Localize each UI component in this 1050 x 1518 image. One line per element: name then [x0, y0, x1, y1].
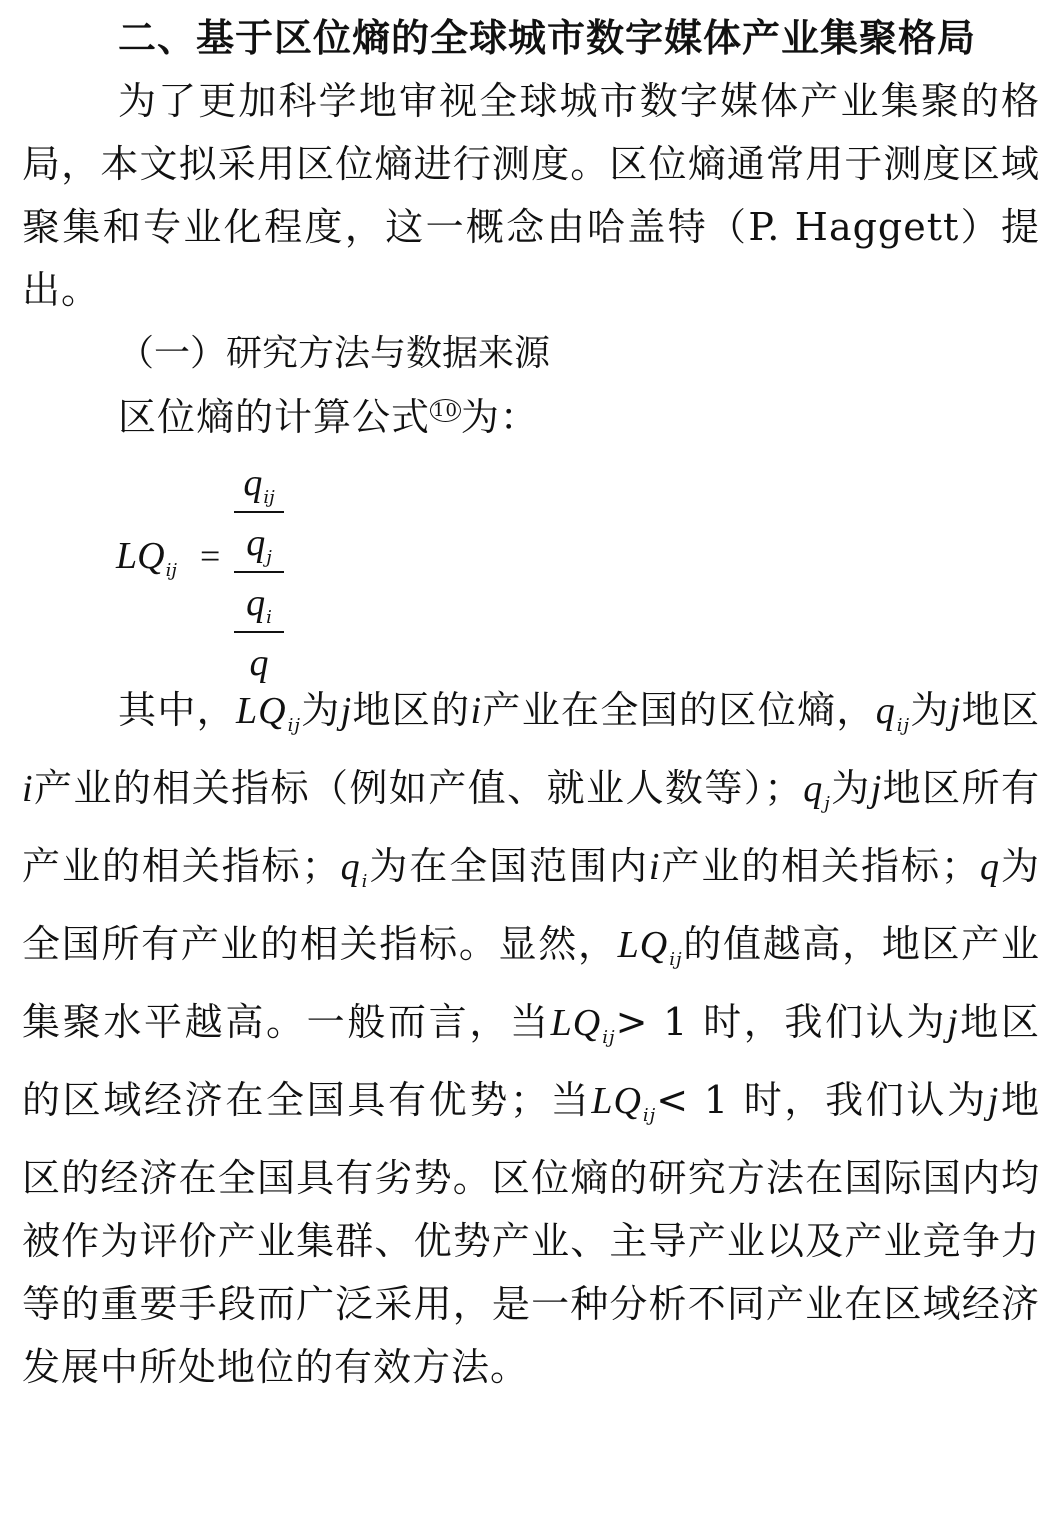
term-q-ij: $q_{ij}$ [243, 462, 275, 508]
formula-intro-colon: 为： [460, 395, 539, 439]
intro-paragraph: 为了更加科学地审视全球城市数字媒体产业集聚的格局，本文拟采用区位熵进行测度。区位熵通常用于测度区域聚集和专业化程度，这一概念由哈盖特（P. Haggett）提出。 [22, 79, 1040, 312]
term-q-j: $q_j$ [246, 522, 272, 568]
section-heading: 二、基于区位熵的全球城市数字媒体产业集聚格局 [118, 16, 977, 60]
formula-fraction [234, 455, 284, 689]
fraction-bar [234, 571, 284, 573]
formula-intro-text: 区位熵的计算公式 [118, 395, 431, 439]
formula-intro [22, 386, 1040, 449]
subsection-heading: （一）研究方法与数据来源 [118, 333, 551, 374]
fraction-bar [234, 631, 284, 633]
formula-equals: = [200, 536, 221, 576]
term-q-i: $q_i$ [246, 582, 272, 628]
footnote-marker[interactable]: 10 [430, 399, 461, 422]
explanation-paragraph: 其中，$LQ_{ij}$为j地区的i产业在全国的区位熵，$q_{ij}$为j地区i产业的相关指标（例如产值、就业人数等）；$q_j$为j地区所有产业的相关指标；$q_i$为在全国范围内i产业的相关指标；q为全国所有产业的相关指标。显然，$LQ_{ij}$的值越高，地区产业集聚水平越高。一般而言，当$LQ_{ij}> 1$ 时，我们认为j地区的区域经济在全国具有优势；当$LQ_{ij}< 1$ 时，我们认为j地区的经济在全国具有劣势。区位熵的研究方法在国际国内均被作为评价产业集群、优势产业、主导产业以及产业竞争力等的重要手段而广泛采用，是一种分析不同产业在区域经济发展中所处地位的有效方法。 [22, 688, 1040, 1389]
location-quotient-formula [22, 455, 1040, 684]
formula-lq-sub: ij [165, 560, 177, 581]
page [22, 6, 1040, 1399]
formula-lhs [116, 533, 177, 581]
formula-lq: LQ [116, 535, 165, 577]
term-q: q [249, 642, 269, 684]
fraction-bar [234, 511, 284, 513]
